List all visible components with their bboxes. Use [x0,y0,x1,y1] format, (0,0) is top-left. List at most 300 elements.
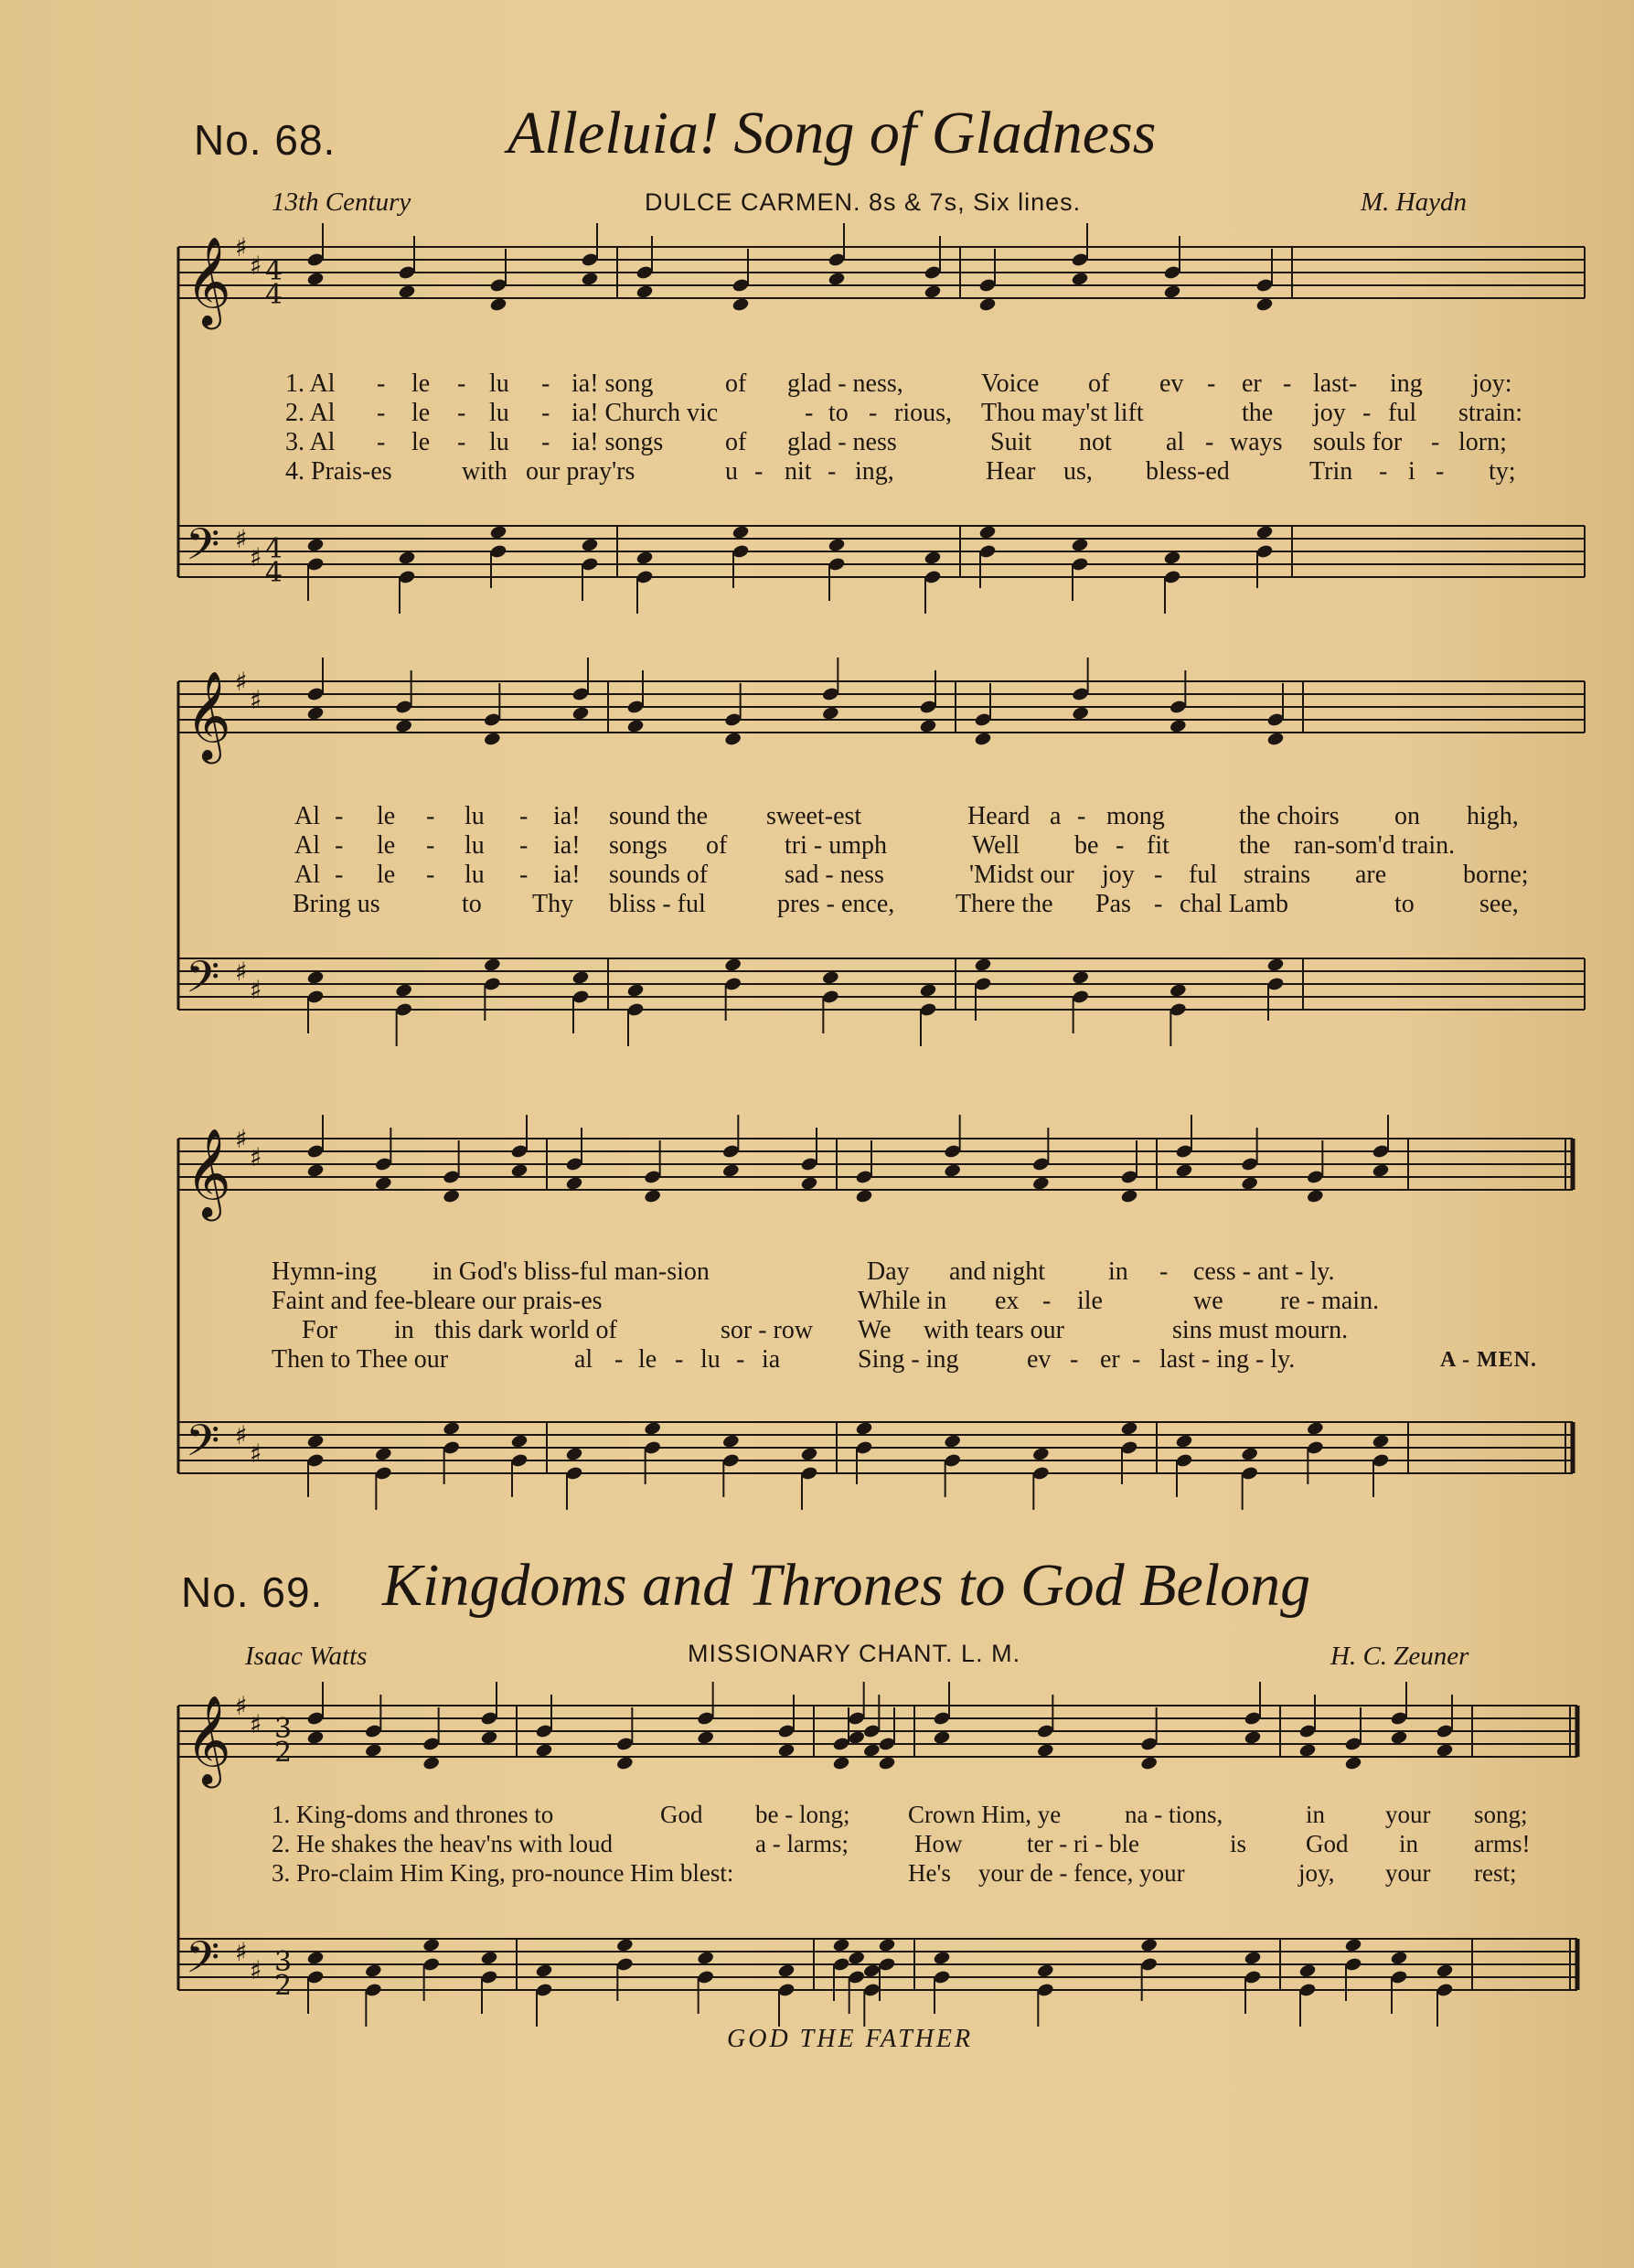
notehead [732,296,750,312]
lyric: al [1166,428,1185,456]
notehead [306,1729,325,1745]
lyric: lu [700,1345,721,1374]
music-glyph: ♯ [250,685,262,715]
lyric: to [1394,890,1415,918]
lyric: - [1207,369,1216,398]
lyric: - [457,369,466,398]
notehead [571,705,590,721]
notehead [1072,969,1090,985]
notehead [732,524,750,540]
music-glyph: 2 [274,1737,293,1769]
music-glyph: 𝄞 [186,236,231,326]
lyric: There the [956,890,1053,918]
lyric: - [1154,890,1163,918]
music-glyph: ♯ [235,1420,248,1450]
lyric: is [1230,1830,1247,1857]
notehead [1036,1742,1054,1758]
hymn-68-tune: DULCE CARMEN. 8s & 7s, Six lines. [645,188,1082,216]
lyric: in God's bliss-ful man-sion [433,1257,710,1286]
notehead [489,296,507,312]
music-glyph: ♯ [250,975,262,1005]
lyric: strain: [1458,399,1522,427]
lyric: - [869,399,878,427]
lyric: le [377,802,396,830]
music-glyph: 𝄢 [186,1415,220,1477]
notehead [800,1175,818,1191]
notehead [862,1742,881,1758]
lyric: lorn; [1458,428,1507,456]
notehead [480,1729,498,1745]
lyric: ty; [1489,457,1516,486]
notehead [1436,1963,1454,1978]
lyric: - [675,1345,684,1374]
lyric: - [335,831,344,860]
lyric: - [519,861,529,889]
lyric: le [411,369,431,398]
notehead [306,271,325,286]
lyric: - [1077,802,1086,830]
lyric: ing, [855,457,894,486]
notehead [978,296,997,312]
lyric: For [302,1316,337,1344]
notehead [828,271,846,286]
lyric: strains [1244,861,1311,889]
notehead [483,957,501,972]
notehead [1031,1446,1050,1461]
music-glyph: 𝄞 [186,1695,231,1784]
notehead [878,1755,896,1771]
lyric: Suit [990,428,1032,456]
lyric: this dark world of [434,1316,617,1344]
notehead [1071,537,1089,552]
notehead [1140,1755,1159,1771]
notehead [1241,1446,1259,1461]
lyric: the [1242,399,1274,427]
lyric: borne; [1463,861,1529,889]
notehead [1163,284,1181,299]
music-glyph: 𝄢 [186,951,220,1013]
music-glyph: ♯ [235,1937,248,1967]
lyric: God [1306,1830,1349,1857]
lyric: are [1355,861,1387,889]
lyric: glad - ness, [787,369,903,398]
notehead [306,1433,325,1449]
lyric: sad - ness [785,861,884,889]
hymn-68-number: No. 68. [194,116,336,164]
notehead [480,1950,498,1965]
notehead [510,1433,529,1449]
lyric: - [519,802,529,830]
lyric: - [335,861,344,889]
lyric: rest; [1474,1859,1517,1887]
music-glyph: ♯ [250,1709,262,1739]
lyric: ia! songs [571,428,664,456]
notehead [978,524,997,540]
lyric: joy [1313,399,1346,427]
lyric: - [541,428,550,456]
lyric: our pray'rs [526,457,635,486]
lyric: - [1436,457,1445,486]
lyric: - [1362,399,1372,427]
music-glyph: 4 [265,279,283,311]
music-glyph: ♯ [250,542,262,572]
lyric: - [377,428,386,456]
lyric: Faint and fee-ble [272,1287,445,1315]
lyric: your de - fence, your [978,1859,1185,1887]
notehead [644,1420,662,1436]
lyric: Hymn-ing [272,1257,378,1286]
notehead [919,718,937,733]
notehead [855,1188,873,1204]
notehead [1436,1742,1454,1758]
notehead [1372,1433,1390,1449]
lyric: ful [1189,861,1218,889]
notehead [974,731,992,746]
lyric: the choirs [1239,802,1340,830]
lyric: Thy [532,890,574,918]
lyric: ia! [553,861,581,889]
lyric: high, [1467,802,1519,830]
lyric: 2. He shakes the heav'ns with loud [272,1830,614,1857]
notehead [443,1188,461,1204]
lyric: - [1159,1257,1169,1286]
notehead [306,537,325,552]
lyric: Pas [1095,890,1131,918]
lyric: in [1399,1830,1419,1857]
lyric: a - larms; [755,1830,849,1857]
lyric: re - main. [1280,1287,1380,1315]
notehead [443,1420,461,1436]
music-glyph: ♯ [235,957,248,987]
lyric: er [1100,1345,1120,1374]
lyric: Al [294,802,320,830]
lyric: - [754,457,764,486]
notehead [535,1742,553,1758]
lyric: Sing - ing [858,1345,959,1374]
music-glyph: ♯ [235,1691,248,1721]
notehead [721,1162,740,1178]
lyric: le [377,861,396,889]
lyric: - [426,861,435,889]
lyric: - [1154,861,1163,889]
notehead [1163,550,1181,565]
notehead [398,550,416,565]
section-footer: GOD THE FATHER [727,2025,974,2053]
notehead [777,1742,796,1758]
music-glyph: 4 [265,533,283,565]
lyric: souls for [1313,428,1403,456]
hymn-69-tune: MISSIONARY CHANT. L. M. [688,1640,1021,1667]
notehead [862,1963,881,1978]
lyric: ways [1230,428,1283,456]
notehead [800,1446,818,1461]
notehead [1390,1729,1408,1745]
lyric: - [1431,428,1440,456]
lyric: in [1108,1257,1128,1286]
lyric: ia! Church vic [571,399,719,427]
lyric: arms! [1474,1830,1531,1857]
amen: A - MEN. [1440,1348,1537,1372]
notehead [1306,1188,1324,1204]
hymn-69-title: Kingdoms and Thrones to God Belong [382,1552,1311,1619]
notehead [832,1937,850,1952]
notehead [635,550,654,565]
notehead [571,969,590,985]
lyric: Al [294,861,320,889]
lyric: le [377,831,396,860]
notehead [306,1162,325,1178]
lyric: Heard [967,802,1031,830]
lyric: of [725,369,747,398]
lyric: sor - row [721,1316,814,1344]
lyric: in [394,1316,414,1344]
lyric: - [1283,369,1292,398]
notehead [1169,982,1187,998]
notehead [944,1433,962,1449]
lyric: mong [1106,802,1165,830]
lyric: u [725,457,738,486]
notehead [855,1420,873,1436]
notehead [1255,296,1274,312]
lyric: see, [1479,890,1519,918]
notehead [395,718,413,733]
lyric: to [828,399,849,427]
lyric: cess - ant - ly. [1193,1257,1335,1286]
lyric: Voice [981,369,1040,398]
lyric: rious, [894,399,952,427]
hymn-68-title: Alleluia! Song of Gladness [507,100,1157,166]
music-glyph: ♯ [235,524,248,554]
notehead [1169,718,1187,733]
lyric: We [858,1316,892,1344]
lyric: song; [1474,1801,1528,1828]
hymn-69-number: No. 69. [181,1568,324,1616]
lyric: last - ing - ly. [1159,1345,1296,1374]
lyric: - [805,399,814,427]
lyric: - [377,399,386,427]
lyric: ex [995,1287,1020,1315]
lyric: Day [867,1257,910,1286]
lyric: not [1079,428,1112,456]
music-glyph: 𝄞 [186,1128,231,1217]
lyric: ia! song [571,369,654,398]
music-glyph: ♯ [235,667,248,697]
lyric: - [1132,1345,1141,1374]
lyric: le [411,399,431,427]
notehead [483,731,501,746]
notehead [878,1937,896,1952]
lyric: - [335,802,344,830]
notehead [848,1729,866,1745]
lyric: ter - ri - ble [1027,1830,1139,1857]
lyric: lu [489,399,509,427]
lyric: of [706,831,728,860]
notehead [535,1963,553,1978]
notehead [364,1742,382,1758]
music-glyph: ♯ [250,1955,262,1985]
lyric: - [1042,1287,1052,1315]
notehead [374,1175,392,1191]
notehead [581,271,599,286]
lyric: lu [489,428,509,456]
lyric: 3. Al [285,428,336,456]
lyric: ia [762,1345,781,1374]
notehead [974,957,992,972]
lyric: ile [1077,1287,1103,1315]
lyric: a [1050,802,1062,830]
lyric: and night [949,1257,1045,1286]
lyric: - [1205,428,1214,456]
notehead [1298,1963,1317,1978]
lyric: Al [294,831,320,860]
lyric: on [1394,802,1420,830]
notehead [777,1963,796,1978]
lyric: al [574,1345,593,1374]
lyric: Trin [1309,457,1353,486]
notehead [395,982,413,998]
notehead [422,1937,441,1952]
notehead [933,1729,951,1745]
notehead [1344,1755,1362,1771]
notehead [510,1162,529,1178]
lyric: ful [1388,399,1417,427]
music-glyph: 4 [265,255,283,287]
music-glyph: ♯ [235,1124,248,1154]
lyric: - [457,428,466,456]
music-glyph: 𝄢 [186,519,220,581]
lyric: last- [1313,369,1358,398]
music-glyph: 2 [274,1970,293,2002]
notehead [944,1162,962,1178]
notehead [306,1950,325,1965]
music-glyph: 𝄞 [186,670,231,760]
notehead [697,1729,715,1745]
music-glyph: 3 [274,1946,293,1978]
lyric: - [1379,457,1388,486]
lyric: Hear [986,457,1036,486]
notehead [919,982,937,998]
notehead [565,1446,583,1461]
lyric: - [541,399,550,427]
lyric: - [426,831,435,860]
lyric: ev [1027,1345,1052,1374]
lyric: i [1408,457,1415,486]
notehead [1298,1742,1317,1758]
notehead [644,1188,662,1204]
notehead [422,1755,441,1771]
lyric: God [660,1801,703,1828]
lyric: we [1193,1287,1223,1315]
lyric: joy: [1472,369,1512,398]
lyric: sins must mourn. [1172,1316,1349,1344]
lyric: 2. Al [285,399,336,427]
lyric: in [1306,1801,1326,1828]
notehead [1244,1950,1262,1965]
lyric: nit [785,457,812,486]
lyric: joy [1102,861,1135,889]
notehead [721,1433,740,1449]
lyric: Well [972,831,1020,860]
notehead [821,969,839,985]
lyric: are our prais-es [444,1287,603,1315]
lyric: chal Lamb [1180,890,1288,918]
lyric: er [1242,369,1262,398]
lyric: to [462,890,482,918]
lyric: be [1074,831,1099,860]
notehead [581,537,599,552]
lyric: glad - ness [787,428,897,456]
notehead [1175,1433,1193,1449]
notehead [615,1755,634,1771]
lyric: - [457,399,466,427]
notehead [828,537,846,552]
notehead [1241,1175,1259,1191]
lyric: He's [908,1859,951,1887]
lyric: the [1239,831,1271,860]
notehead [724,731,742,746]
lyric: pres - ence, [777,890,895,918]
hymn-69-composer: H. C. Zeuner [1330,1642,1469,1671]
lyric: 1. Al [285,369,336,398]
notehead [306,705,325,721]
lyric: - [828,457,837,486]
notehead [1255,524,1274,540]
notehead [489,524,507,540]
notehead [635,284,654,299]
lyric: Then to Thee our [272,1345,449,1374]
lyric: sweet-est [766,802,862,830]
lyric: While in [858,1287,947,1315]
lyric: - [426,802,435,830]
notehead [1266,731,1285,746]
notehead [724,957,742,972]
lyric: - [614,1345,624,1374]
music-glyph: ♯ [250,1142,262,1172]
notehead [1266,957,1285,972]
notehead [697,1950,715,1965]
lyric: 1. King-doms and thrones to [272,1801,554,1828]
notehead [565,1175,583,1191]
lyric: ing [1390,369,1423,398]
lyric: ia! [553,831,581,860]
lyric: - [541,369,550,398]
notehead [1120,1188,1138,1204]
lyric: 3. Pro-claim Him King, pro-nounce Him blest: [272,1859,734,1887]
lyric: - [519,831,529,860]
notehead [1120,1420,1138,1436]
lyric: bless-ed [1146,457,1230,486]
notehead [306,969,325,985]
lyric: le [638,1345,657,1374]
music-glyph: ♯ [250,251,262,281]
lyric: of [725,428,747,456]
notehead [924,284,942,299]
notehead [1175,1162,1193,1178]
lyric: fit [1147,831,1169,860]
lyric: bliss - ful [609,890,706,918]
notehead [832,1755,850,1771]
music-glyph: ♯ [250,1439,262,1469]
lyric: le [411,428,431,456]
music-glyph: 4 [265,557,283,589]
lyric: - [377,369,386,398]
notehead [626,982,645,998]
notehead [1244,1729,1262,1745]
lyric: Crown Him, ye [908,1801,1062,1828]
notehead [1071,271,1089,286]
notehead [398,284,416,299]
lyric: lu [465,861,485,889]
